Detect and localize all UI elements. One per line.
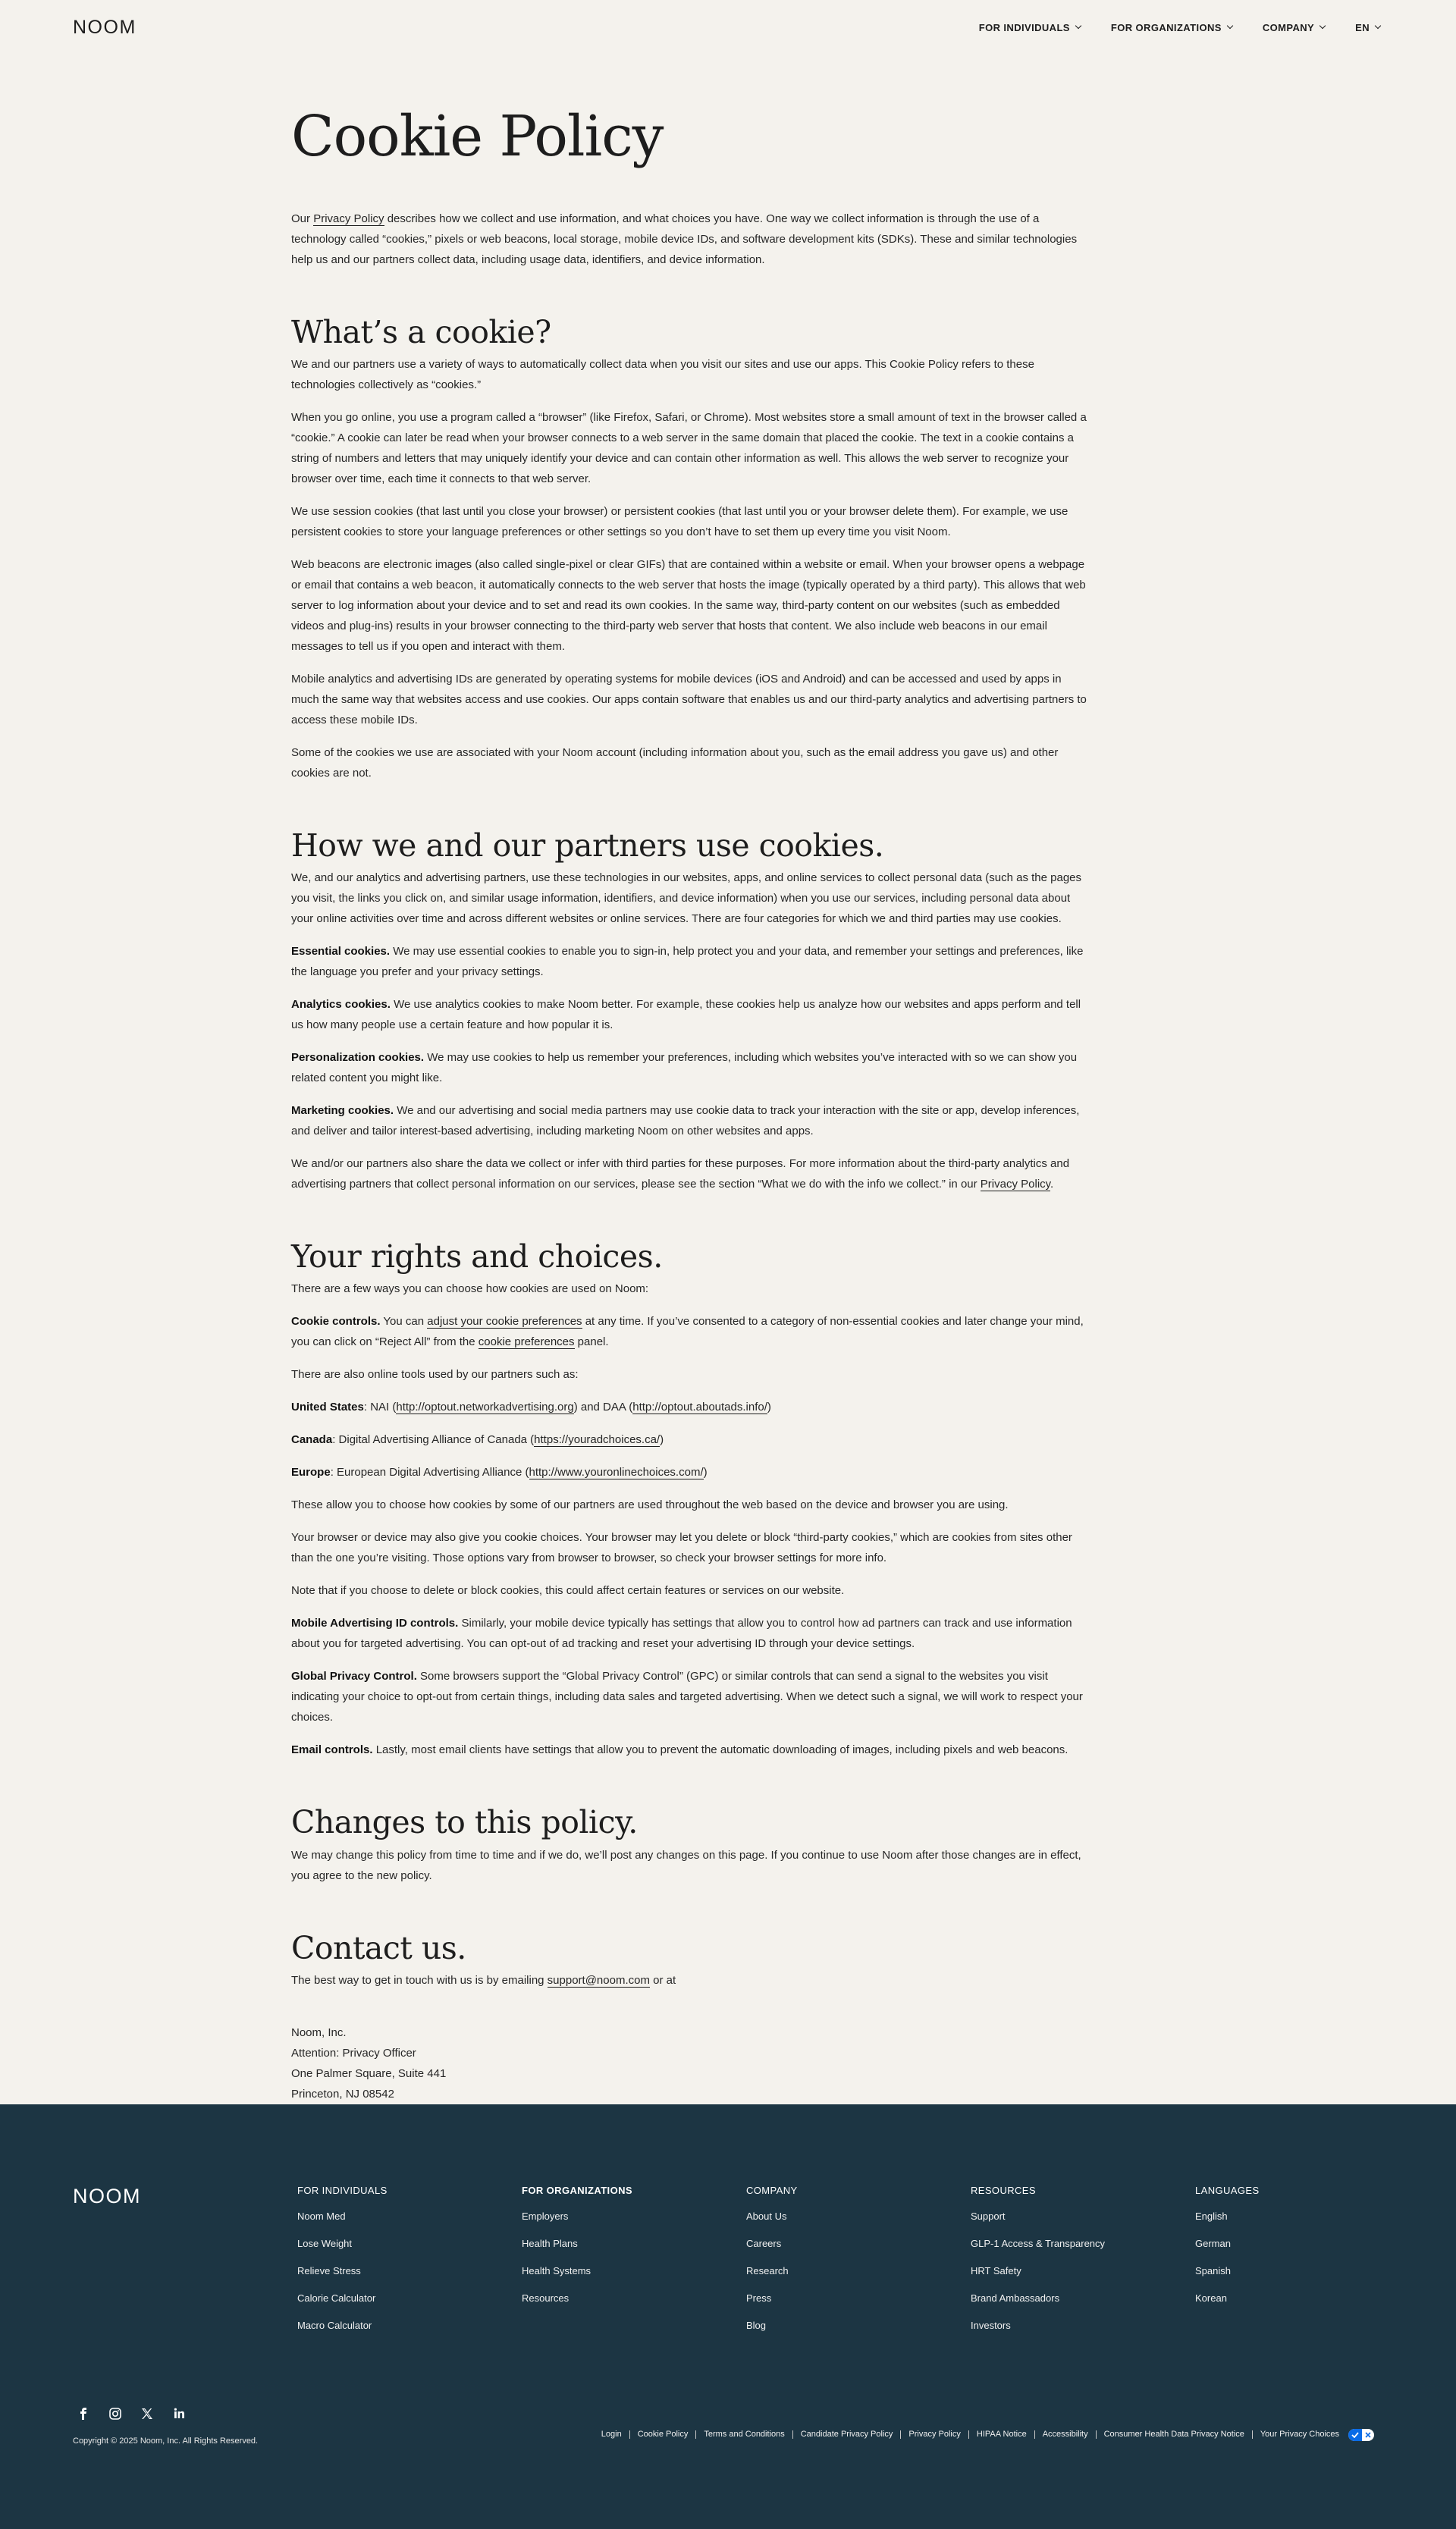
footer-col-for-organizations [522, 2185, 746, 2346]
paragraph: We use session cookies (that last until you close your browser) or persistent cookies (that last until you or your browser delete them). For example, we use persistent cookies to store your language preferences or other settings so you don’t have to set them up every time you visit Noom. [291, 504, 1068, 538]
legal-link-your-privacy-choices[interactable]: Your Privacy Choices [1252, 2430, 1347, 2439]
footer-link[interactable]: HRT Safety [971, 2264, 1021, 2276]
footer-link[interactable]: German [1195, 2237, 1231, 2249]
text: We and our advertising and social media partners may use cookie data to track your interaction with the site or app, develop inferences, and deliver and tailor interest-based advertising, including marketing Noom on other websites and apps. [291, 1104, 1080, 1138]
section-heading-rights-and-choices: Your rights and choices. [291, 1238, 663, 1275]
paragraph: We and our partners use a variety of ways to automatically collect data when you visit our sites and use our apps. This Cookie Policy refers to these technologies collectively as “cookies.” [291, 357, 1034, 391]
section-heading-whats-a-cookie: What’s a cookie? [291, 313, 551, 350]
copyright-text: Copyright © 2025 Noom, Inc. All Rights Reserved. [73, 2436, 259, 2446]
footer-col-heading: LANGUAGES [1195, 2184, 1260, 2196]
europe-tools [291, 1462, 1092, 1483]
nav-label: FOR ORGANIZATIONS [1110, 21, 1222, 33]
footer-link[interactable]: English [1195, 2210, 1228, 2222]
gpc-paragraph [291, 1666, 1092, 1727]
email-controls-paragraph [291, 1740, 1092, 1760]
bold-label: Personalization cookies. [291, 1051, 425, 1065]
nav-company[interactable] [1263, 22, 1325, 33]
support-email-link[interactable]: support@noom.com [547, 1973, 650, 1987]
x-icon[interactable] [140, 2406, 155, 2421]
adjust-cookie-preferences-link[interactable]: adjust your cookie preferences [427, 1315, 582, 1329]
mobile-ad-id-paragraph [291, 1613, 1092, 1654]
bold-label: Europe [291, 1466, 331, 1479]
paragraph: There are a few ways you can choose how cookies are used on Noom: [291, 1282, 649, 1296]
bold-label: Analytics cookies. [291, 998, 391, 1012]
text: Similarly, your mobile device typically has settings that allow you to control how ad partners can track and use information about you for targeted advertising. You can opt-out of ad tracking and reset your advertising ID through your device settings. [291, 1617, 1072, 1651]
footer-link[interactable]: Noom Med [297, 2210, 346, 2222]
intro-paragraph [291, 209, 1092, 270]
text: . [1050, 1178, 1054, 1191]
text: : Digital Advertising Alliance of Canada ( [332, 1433, 535, 1447]
footer-link[interactable]: Research [746, 2264, 789, 2276]
privacy-policy-link[interactable]: Privacy Policy [980, 1178, 1051, 1191]
text: : European Digital Advertising Alliance ( [330, 1466, 529, 1479]
analytics-cookies-paragraph [291, 994, 1092, 1035]
footer-link[interactable]: GLP-1 Access & Transparency [971, 2237, 1106, 2249]
instagram-icon[interactable] [108, 2406, 123, 2421]
section-heading-contact: Contact us. [291, 1929, 466, 1966]
bold-label: Marketing cookies. [291, 1104, 394, 1118]
linkedin-icon[interactable] [171, 2406, 187, 2421]
nav-for-organizations[interactable] [1111, 22, 1232, 33]
footer-link[interactable]: Brand Ambassadors [971, 2292, 1060, 2304]
text: We and/or our partners also share the data we collect or infer with third parties for these purposes. For more information about the third-party analytics and advertising partners that collect personal information on our services, please see the section “What we do with the info we collect.” in our [291, 1157, 1070, 1191]
text: Lastly, most email clients have settings that allow you to prevent the automatic downloading of images, including pixels and web beacons. [372, 1743, 1068, 1757]
youradchoices-link[interactable]: https://youradchoices.ca/ [534, 1433, 661, 1447]
text: We use analytics cookies to make Noom better. For example, these cookies help us analyze how our websites and apps perform and tell us how many people use a certain feature and how popular it is. [291, 998, 1081, 1032]
text: We may use essential cookies to enable you to sign-in, help protect you and your data, and remember your settings and preferences, like the language you prefer and your privacy settings. [291, 945, 1084, 979]
section-heading-how-we-use-cookies: How we and our partners use cookies. [291, 827, 884, 864]
chevron-down-icon [1227, 23, 1233, 29]
text: at any time. If you’ve consented to a category of non-essential cookies and later change your mind, you can click on “Reject All” from the [291, 1315, 1084, 1349]
bold-label: Mobile Advertising ID controls. [291, 1617, 459, 1630]
check-icon [1348, 2429, 1362, 2441]
footer-col-heading: COMPANY [746, 2184, 798, 2196]
chevron-down-icon [1075, 23, 1081, 29]
footer-link[interactable]: Blog [746, 2319, 767, 2331]
footer-col-heading: FOR INDIVIDUALS [297, 2184, 388, 2196]
paragraph: Web beacons are electronic images (also called single-pixel or clear GIFs) that are contained within a website or email. When your browser opens a webpage or email that contains a web beacon, it automatically connects to the web server that hosts the image (typically operated by a third party). This allows that web server to log information about your device and to set and read its own cookies. In the same way, third-party content on our websites (such as embedded videos and plug-ins) results in your browser connecting to the third-party web server that hosts that content. We also include web beacons in our email messages to tell us if you open and interact with them. [291, 557, 1086, 653]
close-icon [1362, 2429, 1374, 2441]
legal-link-terms[interactable]: Terms and Conditions [695, 2430, 792, 2439]
bold-label: United States [291, 1401, 364, 1414]
legal-link-candidate-privacy[interactable]: Candidate Privacy Policy [792, 2430, 901, 2439]
youronlinechoices-link[interactable]: http://www.youronlinechoices.com/ [529, 1466, 704, 1479]
footer-link[interactable]: Health Systems [522, 2264, 592, 2276]
legal-link-privacy-policy[interactable]: Privacy Policy [900, 2430, 968, 2439]
text: ) [767, 1401, 771, 1414]
cookie-controls-paragraph [291, 1311, 1092, 1352]
paragraph: There are also online tools used by our partners such as: [291, 1368, 579, 1382]
social-links [76, 2406, 187, 2421]
marketing-cookies-paragraph [291, 1100, 1092, 1141]
paragraph: Mobile analytics and advertising IDs are generated by operating systems for mobile devices (iOS and Android) and can be accessed and used by apps in much the same way that websites access and use cookies. Our apps contain software that enables us and our third-party analytics and advertising partners to access these mobile IDs. [291, 672, 1087, 726]
text: ) and DAA ( [573, 1401, 633, 1414]
address-line: Princeton, NJ 08542 [291, 2087, 394, 2101]
paragraph [291, 1153, 1092, 1194]
footer-link[interactable]: Lose Weight [297, 2237, 353, 2249]
bold-label: Canada [291, 1433, 333, 1447]
bold-label: Essential cookies. [291, 945, 391, 959]
legal-link-login[interactable]: Login [601, 2430, 622, 2440]
text: ) [660, 1433, 664, 1447]
text: The best way to get in touch with us is by emailing [291, 1973, 548, 1987]
footer-link[interactable]: Investors [971, 2319, 1011, 2331]
address-line: Attention: Privacy Officer [291, 2046, 416, 2060]
text: ) [703, 1466, 708, 1479]
footer-link[interactable]: Resources [522, 2292, 570, 2304]
text: Some browsers support the “Global Privacy Control” (GPC) or similar controls that can send a signal to the websites you visit indicating your choice to opt-out from certain things, including data sales and targeted advertising. When we detect such a signal, we will work to respect your choices. [291, 1670, 1083, 1724]
footer-link[interactable]: Relieve Stress [297, 2264, 361, 2276]
footer-columns [0, 2104, 1456, 2346]
text: We may use cookies to help us remember your preferences, including which websites you’ve interacted with so we can show you related content you might like. [291, 1051, 1078, 1085]
noom-logo[interactable]: NOOM [73, 16, 136, 38]
text: Our [291, 212, 314, 225]
paragraph: These allow you to choose how cookies by some of our partners are used throughout the web based on the device and browser you are using. [291, 1498, 1009, 1512]
site-header [0, 0, 1456, 55]
nav-label: FOR INDIVIDUALS [978, 21, 1070, 33]
canada-tools [291, 1429, 1092, 1450]
text: or at [649, 1973, 676, 1987]
footer-link[interactable]: Press [746, 2292, 772, 2304]
paragraph: Note that if you choose to delete or block cookies, this could affect certain features or services on our website. [291, 1584, 845, 1598]
footer-link[interactable]: Support [971, 2210, 1006, 2222]
privacy-choices-toggle-icon[interactable] [1348, 2429, 1374, 2441]
footer-col-company [746, 2185, 971, 2346]
legal-link-consumer-health-data[interactable]: Consumer Health Data Privacy Notice [1096, 2430, 1252, 2439]
bold-label: Email controls. [291, 1743, 373, 1757]
footer-col-heading: FOR ORGANIZATIONS [522, 2184, 632, 2196]
bold-label: Global Privacy Control. [291, 1670, 417, 1683]
mailing-address [291, 2022, 1092, 2104]
main-content [182, 55, 1274, 2104]
legal-link-accessibility[interactable]: Accessibility [1034, 2430, 1096, 2439]
address-line: Noom, Inc. [291, 2025, 347, 2039]
footer-noom-logo[interactable]: NOOM [73, 2184, 141, 2207]
footer-link[interactable]: Careers [746, 2237, 782, 2249]
footer-link[interactable]: Calorie Calculator [297, 2292, 376, 2304]
footer-link[interactable]: Korean [1195, 2292, 1227, 2304]
paragraph: Your browser or device may also give you cookie choices. Your browser may let you delete or block “third-party cookies,” which are cookies from sites other than the one you’re visiting. Those options vary from browser to browser, so check your browser settings for more info. [291, 1531, 1072, 1565]
language-selector[interactable] [1355, 22, 1380, 33]
contact-paragraph [291, 1970, 1092, 1991]
main-nav [979, 22, 1380, 33]
paragraph: We, and our analytics and advertising partners, use these technologies in our websites, apps, and online services to collect personal data (such as the pages you visit, the links you click on, and similar usage information, identifiers, and device information) when you use our services, including personal data about your online activities over time and across different websites or online services. There are four categories for which we and third parties may use cookies. [291, 871, 1082, 926]
chevron-down-icon [1375, 23, 1381, 29]
essential-cookies-paragraph [291, 941, 1092, 982]
policy-body [182, 103, 1274, 2104]
footer-link[interactable]: Health Plans [522, 2237, 578, 2249]
section-heading-changes: Changes to this policy. [291, 1804, 638, 1841]
paragraph: We may change this policy from time to time and if we do, we’ll post any changes on this page. If you continue to use Noom after those changes are in effect, you agree to the new policy. [291, 1848, 1081, 1882]
nav-for-individuals[interactable] [979, 22, 1081, 33]
footer-link[interactable]: Employers [522, 2210, 569, 2222]
footer-col-for-individuals [297, 2185, 522, 2346]
footer-link[interactable]: Macro Calculator [297, 2319, 372, 2331]
text: describes how we collect and use information, and what choices you have. One way we collect information is through the use of a technology called “cookies,” pixels or web beacons, local storage, mobile device IDs, and software development kits (SDKs). These and similar technologies help us and our partners collect data, including usage data, identifiers, and device information. [291, 212, 1078, 266]
chevron-down-icon [1320, 23, 1326, 29]
page-title: Cookie Policy [291, 104, 664, 169]
bold-label: Cookie controls. [291, 1315, 381, 1329]
privacy-policy-link[interactable]: Privacy Policy [313, 212, 384, 225]
text: : NAI ( [363, 1401, 397, 1414]
text: You can [380, 1315, 428, 1329]
address-line: One Palmer Square, Suite 441 [291, 2066, 447, 2080]
site-footer [0, 2104, 1456, 2529]
text: panel. [574, 1335, 609, 1349]
nav-label: COMPANY [1262, 21, 1315, 33]
footer-col-languages [1195, 2185, 1347, 2346]
legal-link-cookie-policy[interactable]: Cookie Policy [629, 2430, 696, 2439]
cookie-preferences-link[interactable]: cookie preferences [478, 1335, 575, 1349]
footer-link[interactable]: About Us [746, 2210, 787, 2222]
footer-link[interactable]: Spanish [1195, 2264, 1231, 2276]
paragraph: When you go online, you use a program called a “browser” (like Firefox, Safari, or Chrome). Most websites store a small amount of text in the browser called a “cookie.” A cookie can later be read when your browser connects to a web server in the same domain that placed the cookie. The text in a cookie contains a string of numbers and letters that may uniquely identify your device and can contain other information as well. This allows the web server to recognize your browser over time, each time it connects to that web server. [291, 410, 1087, 485]
facebook-icon[interactable] [76, 2406, 91, 2421]
nai-optout-link[interactable]: http://optout.networkadvertising.org [396, 1401, 574, 1414]
personalization-cookies-paragraph [291, 1047, 1092, 1088]
legal-link-hipaa[interactable]: HIPAA Notice [968, 2430, 1034, 2439]
united-states-tools [291, 1397, 1092, 1417]
legal-links [594, 2429, 1374, 2441]
footer-col-resources [971, 2185, 1195, 2346]
nav-label: EN [1355, 21, 1370, 33]
daa-optout-link[interactable]: http://optout.aboutads.info/ [632, 1401, 767, 1414]
paragraph: Some of the cookies we use are associated with your Noom account (including information about you, such as the email address you gave us) and other cookies are not. [291, 745, 1059, 780]
footer-col-heading: RESOURCES [971, 2184, 1036, 2196]
